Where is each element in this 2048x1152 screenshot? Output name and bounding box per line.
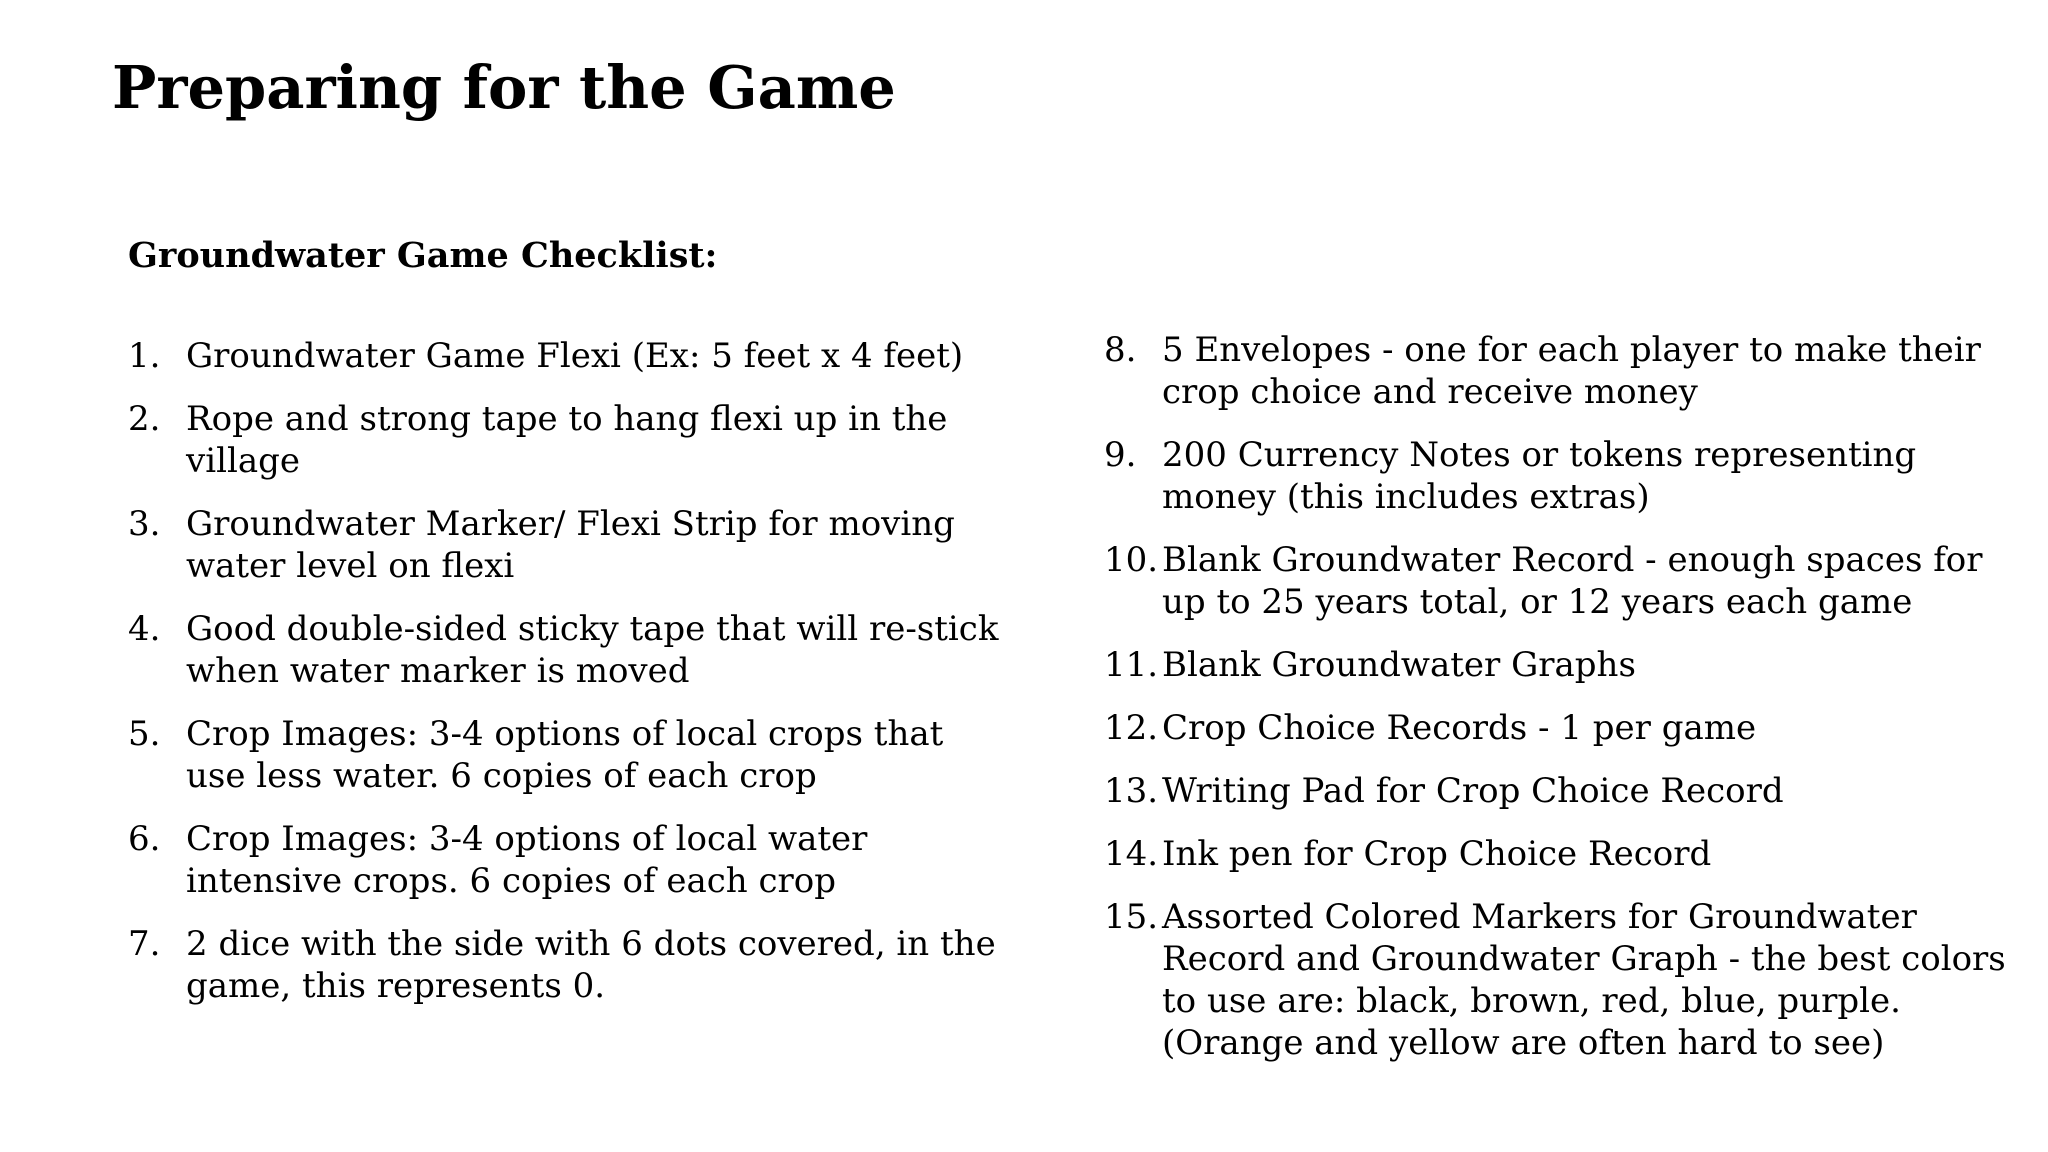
- list-item: [1104, 770, 2024, 812]
- item-text: Blank Groundwater Graphs: [1162, 645, 1636, 685]
- item-text: 200 Currency Notes or tokens representing money (this includes extras): [1162, 435, 1917, 517]
- list-item: [1104, 539, 2024, 623]
- item-text: 5 Envelopes - one for each player to make their crop choice and receive money: [1162, 330, 1981, 412]
- item-text: Ink pen for Crop Choice Record: [1162, 834, 1712, 874]
- list-item: [128, 503, 1008, 587]
- item-text: Blank Groundwater Record - enough spaces for up to 25 years total, or 12 years each game: [1162, 540, 1983, 622]
- item-number: 12.: [1104, 708, 1159, 748]
- item-number: 5.: [128, 714, 161, 754]
- item-number: 10.: [1104, 540, 1159, 580]
- list-item: [128, 713, 1008, 797]
- item-number: 2.: [128, 399, 161, 439]
- list-item: [1104, 707, 2024, 749]
- item-number: 3.: [128, 504, 161, 544]
- list-item: [1104, 896, 2024, 1064]
- slide-title: Preparing for the Game: [112, 53, 896, 122]
- item-text: 2 dice with the side with 6 dots covered, in the game, this represents 0.: [186, 924, 996, 1006]
- item-text: Crop Images: 3-4 options of local water intensive crops. 6 copies of each crop: [186, 819, 868, 901]
- item-text: Groundwater Marker/ Flexi Strip for moving water level on flexi: [186, 504, 955, 586]
- item-text: Good double-sided sticky tape that will re-stick when water marker is moved: [186, 609, 999, 691]
- item-number: 1.: [128, 336, 161, 376]
- item-text: Crop Choice Records - 1 per game: [1162, 708, 1757, 748]
- checklist-left-column: [128, 335, 1008, 1028]
- item-number: 11.: [1104, 645, 1159, 685]
- list-item: [128, 923, 1008, 1007]
- item-number: 15.: [1104, 897, 1159, 937]
- item-number: 13.: [1104, 771, 1159, 811]
- list-item: [128, 398, 1008, 482]
- item-text: Writing Pad for Crop Choice Record: [1162, 771, 1784, 811]
- list-item: [1104, 644, 2024, 686]
- item-text: Assorted Colored Markers for Groundwater Record and Groundwater Graph - the best colors to use are: black, brown, red, blue, purple. (Orange and yellow are often hard to see): [1162, 897, 2006, 1063]
- list-item: [128, 818, 1008, 902]
- list-item: [128, 335, 1008, 377]
- list-item: [1104, 434, 2024, 518]
- checklist-right-column: [1104, 329, 2024, 1085]
- list-item: [128, 608, 1008, 692]
- item-text: Rope and strong tape to hang flexi up in the village: [186, 399, 948, 481]
- list-item: [1104, 329, 2024, 413]
- item-number: 7.: [128, 924, 161, 964]
- item-number: 4.: [128, 609, 161, 649]
- item-number: 9.: [1104, 435, 1137, 475]
- list-item: [1104, 833, 2024, 875]
- item-text: Crop Images: 3-4 options of local crops that use less water. 6 copies of each crop: [186, 714, 944, 796]
- checklist-heading: Groundwater Game Checklist:: [128, 235, 718, 276]
- item-number: 14.: [1104, 834, 1159, 874]
- item-number: 8.: [1104, 330, 1137, 370]
- item-number: 6.: [128, 819, 161, 859]
- item-text: Groundwater Game Flexi (Ex: 5 feet x 4 feet): [186, 336, 964, 376]
